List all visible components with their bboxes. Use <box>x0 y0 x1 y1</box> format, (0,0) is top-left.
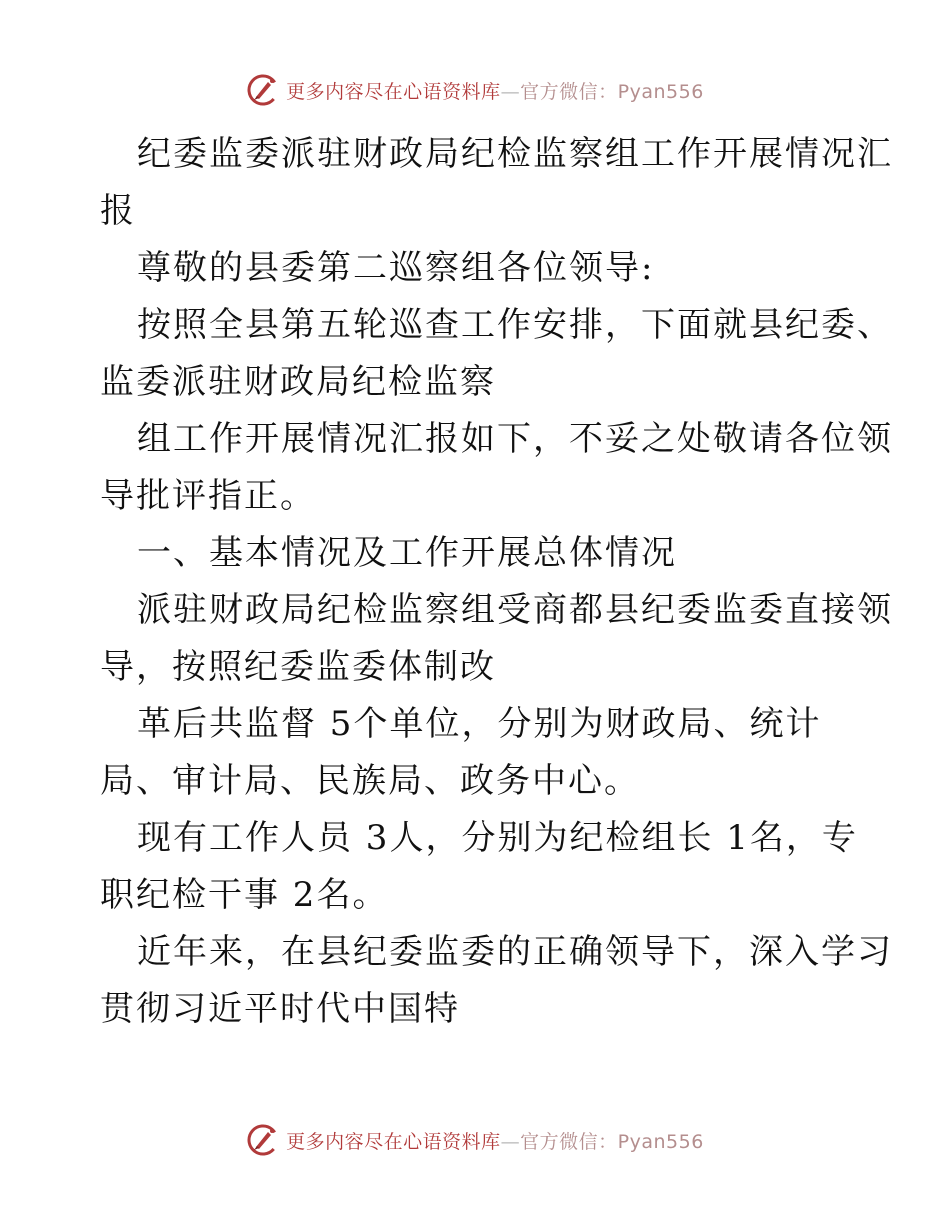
header-banner-dash: — <box>500 80 521 103</box>
paragraph-line: 组工作开展情况汇报如下，不妥之处敬请各位领 <box>137 419 893 459</box>
paragraph-line: 尊敬的县委第二巡察组各位领导: <box>137 248 655 288</box>
paragraph-line: 近年来，在县纪委监委的正确领导下，深入学习 <box>137 932 893 972</box>
paragraph-line: 按照全县第五轮巡查工作安排，下面就县纪委、 <box>137 305 893 345</box>
paragraph-line: 职纪检干事 2名。 <box>100 875 389 915</box>
header-banner-wechat: 官方微信：Pyan556 <box>520 80 704 103</box>
paragraph-line: 派驻财政局纪检监察组受商都县纪委监委直接领 <box>137 590 893 630</box>
paragraph-line: 现有工作人员 3人，分别为纪检组长 1名，专 <box>137 818 858 858</box>
header-banner-text <box>286 77 704 104</box>
footer-banner-dash: — <box>500 1130 521 1153</box>
footer-banner-brand: 更多内容尽在心语资料库 <box>286 1130 501 1153</box>
header-banner-brand: 更多内容尽在心语资料库 <box>286 80 501 103</box>
header-banner <box>0 70 950 110</box>
paragraph-line: 局、审计局、民族局、政务中心。 <box>100 761 640 801</box>
header-banner-content <box>246 73 704 107</box>
paragraph-line: 报 <box>100 191 136 231</box>
paragraph-line: 贯彻习近平时代中国特 <box>100 989 460 1029</box>
paragraph-line: 革后共监督 5个单位，分别为财政局、统计 <box>137 704 822 744</box>
paragraph-line: 纪委监委派驻财政局纪检监察组工作开展情况汇 <box>137 134 893 174</box>
paragraph-line: 监委派驻财政局纪检监察 <box>100 362 496 402</box>
document-body <box>100 126 893 1038</box>
footer-banner <box>0 1120 950 1160</box>
quill-pen-logo-icon <box>246 73 280 107</box>
paragraph-line: 导，按照纪委监委体制改 <box>100 647 496 687</box>
paragraph-line: 导批评指正。 <box>100 476 316 516</box>
footer-banner-content <box>246 1123 704 1157</box>
footer-banner-wechat: 官方微信：Pyan556 <box>520 1130 704 1153</box>
quill-pen-logo-icon <box>246 1123 280 1157</box>
footer-banner-text <box>286 1127 704 1154</box>
paragraph-line: 一、基本情况及工作开展总体情况 <box>137 533 677 573</box>
